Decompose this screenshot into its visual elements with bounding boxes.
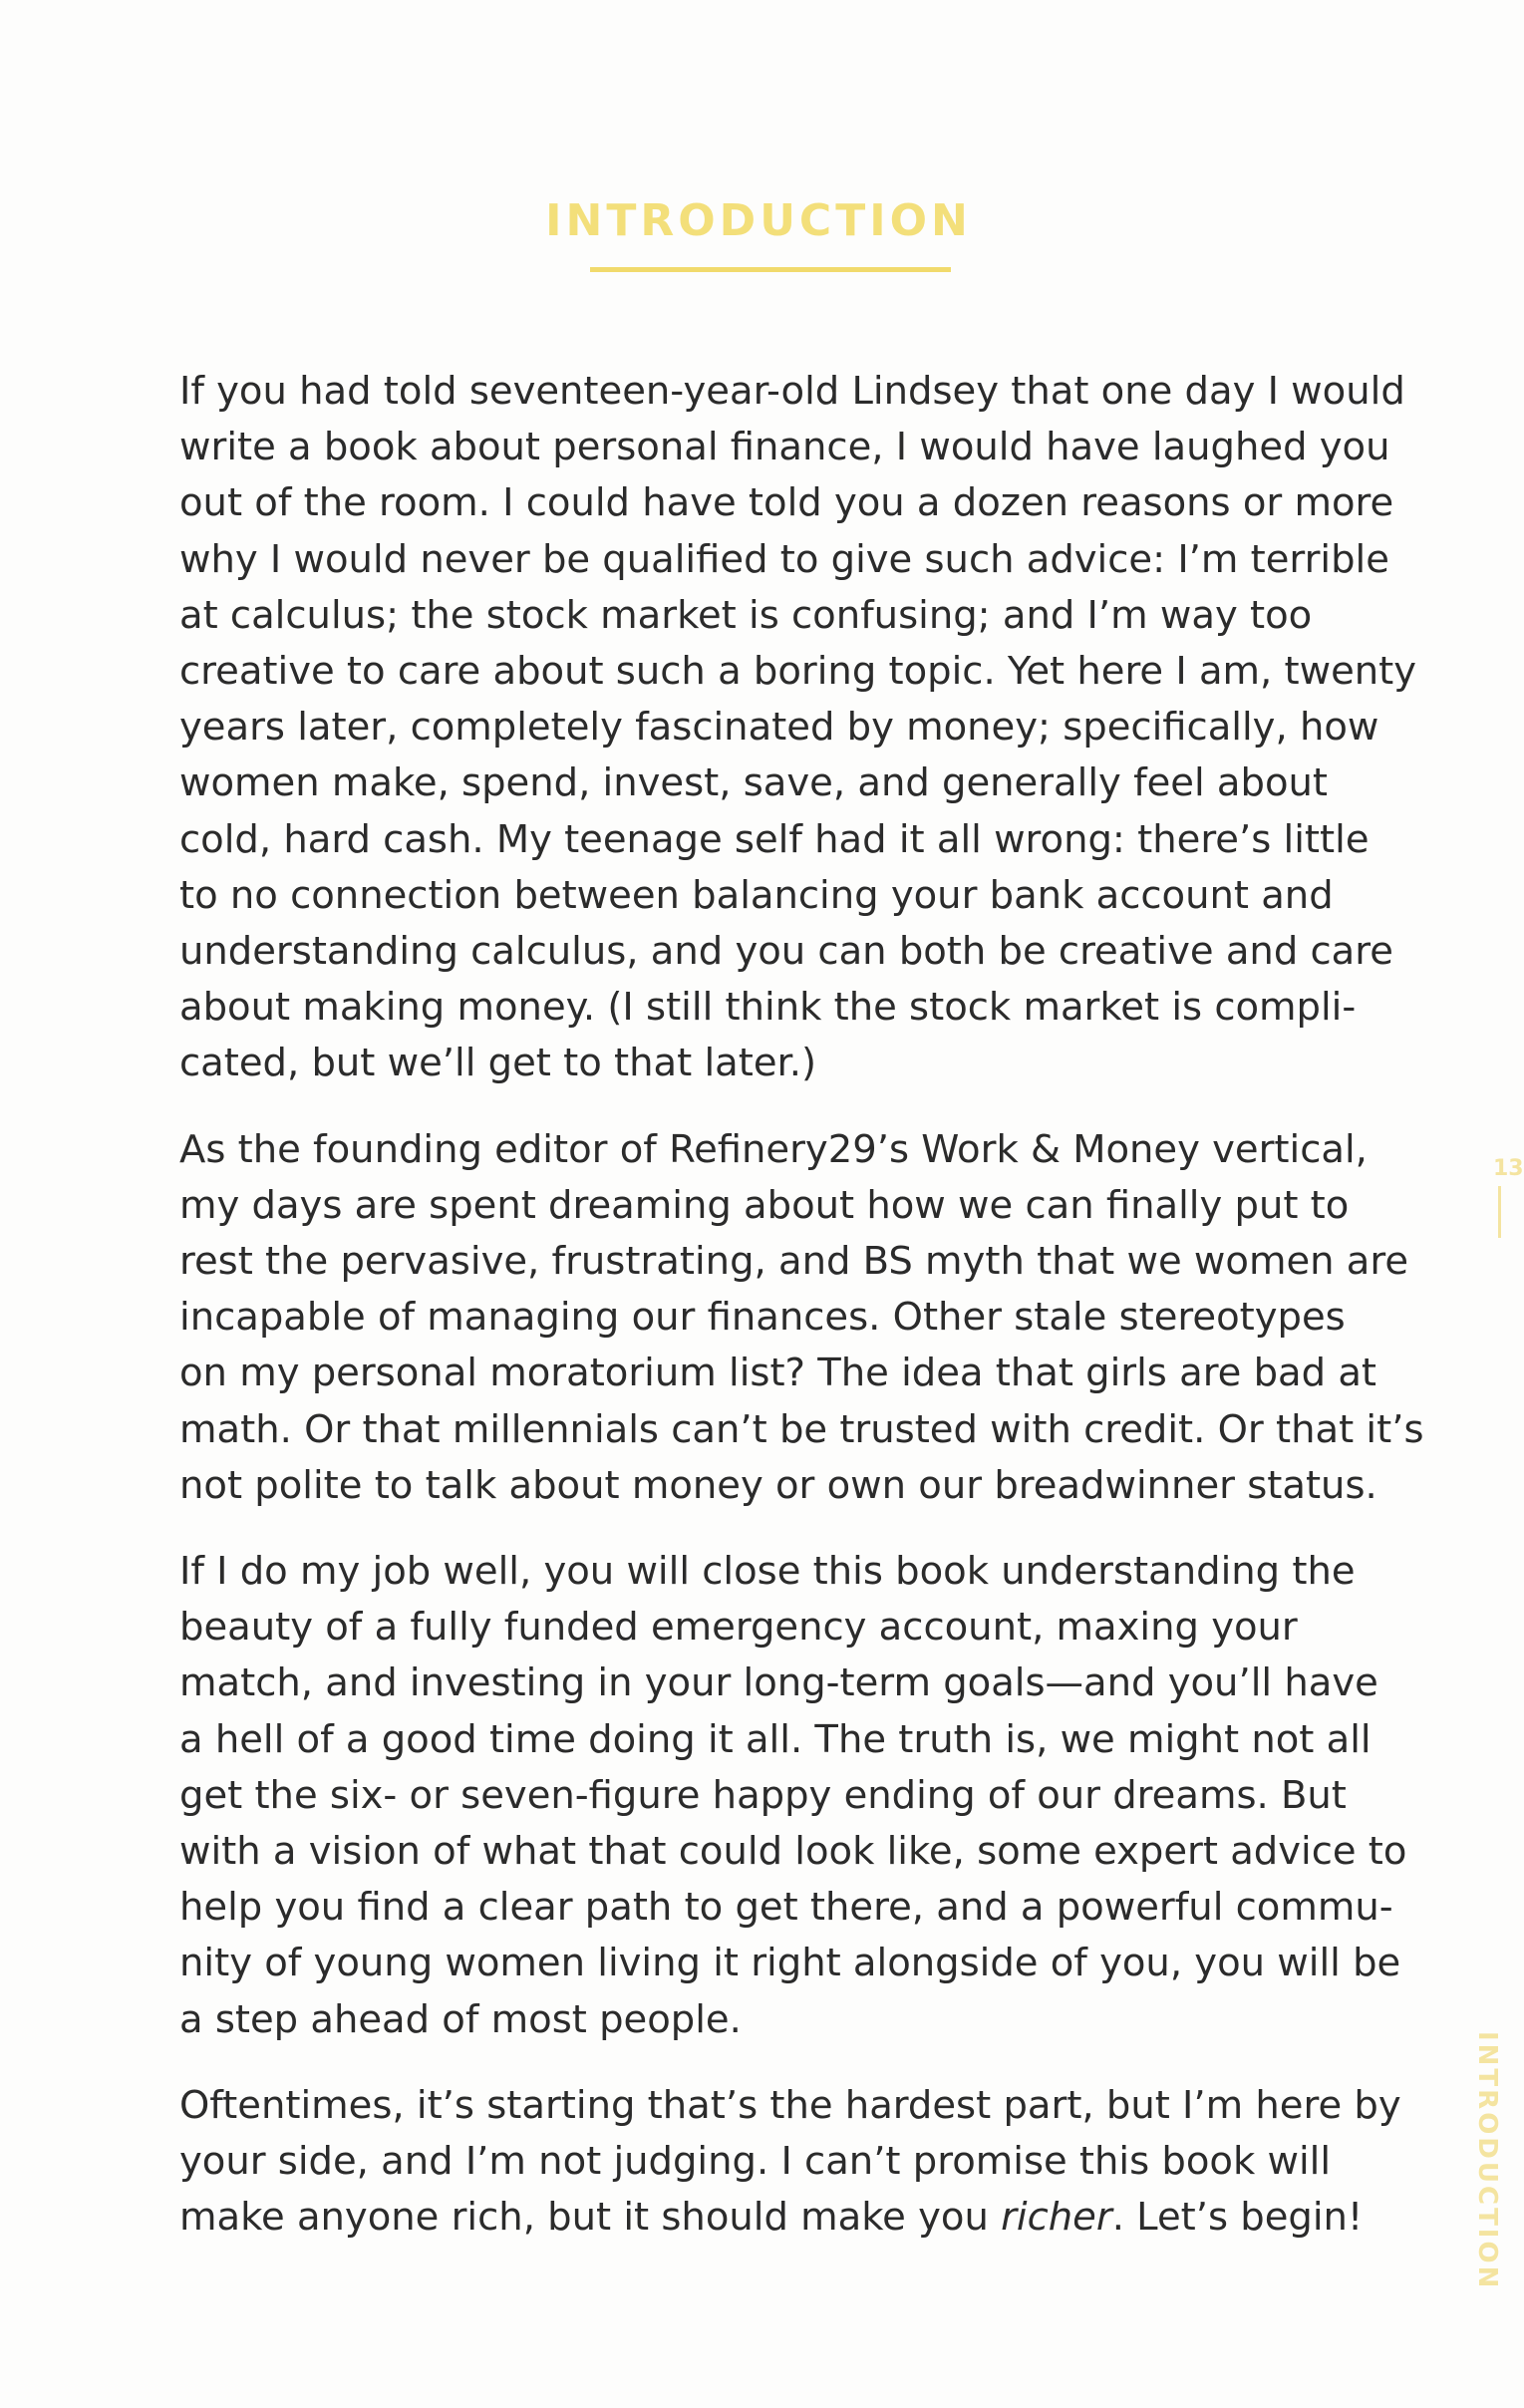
text-line: years later, completely fascinated by money; specifically, how <box>179 705 1379 751</box>
page-number-rule <box>1498 1186 1501 1238</box>
heading-underline <box>590 267 951 272</box>
text-line: help you find a clear path to get there, and a powerful commu- <box>179 1885 1393 1931</box>
text-line: As the founding editor of Refinery29’s Work & Money vertical, <box>179 1126 1368 1172</box>
text-line: Oftentimes, it’s starting that’s the hardest part, but I’m here by <box>179 2082 1401 2128</box>
text-line: match, and investing in your long-term goals—and you’ll have <box>179 1660 1378 1706</box>
text-line: to no connection between balancing your bank account and <box>179 872 1334 918</box>
text-line: understanding calculus, and you can both be creative and care <box>179 929 1393 975</box>
paragraph-1 <box>179 364 1417 1092</box>
text-line-last <box>179 2190 1375 2246</box>
text-line: a step ahead of most people. <box>179 1996 742 2042</box>
text-line: rest the pervasive, frustrating, and BS myth that we women are <box>179 1239 1409 1285</box>
text-line: at calculus; the stock market is confusing; and I’m way too <box>179 592 1313 638</box>
text-line: If I do my job well, you will close this book understanding the <box>179 1549 1356 1595</box>
body-text <box>179 364 1424 2276</box>
paragraph-4 <box>179 2078 1401 2247</box>
emphasis-word: richer <box>1001 2195 1112 2241</box>
text-line: If you had told seventeen-year-old Lindsey that one day I would <box>179 369 1405 414</box>
page-number: 13 <box>1493 1156 1524 1181</box>
text-line: on my personal moratorium list? The idea that girls are bad at <box>179 1351 1377 1396</box>
text-segment: make anyone rich, but it should make you <box>179 2195 1002 2241</box>
text-line: about making money. (I still think the stock market is compli- <box>179 985 1357 1031</box>
text-segment: . Let’s begin! <box>1111 2195 1364 2241</box>
text-line: a hell of a good time doing it all. The truth is, we might not all <box>179 1716 1372 1762</box>
text-line: cated, but we’ll get to that later.) <box>179 1041 817 1086</box>
running-head: INTRODUCTION <box>1472 2031 1502 2291</box>
text-line: your side, and I’m not judging. I can’t promise this book will <box>179 2139 1332 2185</box>
text-line: creative to care about such a boring topic. Yet here I am, twenty <box>179 649 1417 695</box>
text-line: with a vision of what that could look like, some expert advice to <box>179 1829 1407 1875</box>
text-line: cold, hard cash. My teenage self had it all wrong: there’s little <box>179 816 1370 862</box>
text-line: not polite to talk about money or own our breadwinner status. <box>179 1462 1377 1508</box>
text-line: get the six- or seven-figure happy ending of our dreams. But <box>179 1772 1347 1818</box>
text-line: out of the room. I could have told you a dozen reasons or more <box>179 480 1394 526</box>
paragraph-3 <box>179 1544 1407 2048</box>
text-line: nity of young women living it right alongside of you, you will be <box>179 1941 1401 1986</box>
chapter-heading: INTRODUCTION <box>545 195 972 246</box>
paragraph-2 <box>179 1122 1424 1514</box>
text-line: my days are spent dreaming about how we can finally put to <box>179 1182 1350 1228</box>
text-line: beauty of a fully funded emergency account, maxing your <box>179 1605 1298 1651</box>
text-line: math. Or that millennials can’t be trusted with credit. Or that it’s <box>179 1406 1424 1452</box>
text-line: why I would never be qualified to give such advice: I’m terrible <box>179 536 1389 582</box>
text-line: write a book about personal finance, I would have laughed you <box>179 425 1390 470</box>
text-line: incapable of managing our finances. Other stale stereotypes <box>179 1295 1346 1341</box>
text-line: women make, spend, invest, save, and generally feel about <box>179 760 1329 806</box>
